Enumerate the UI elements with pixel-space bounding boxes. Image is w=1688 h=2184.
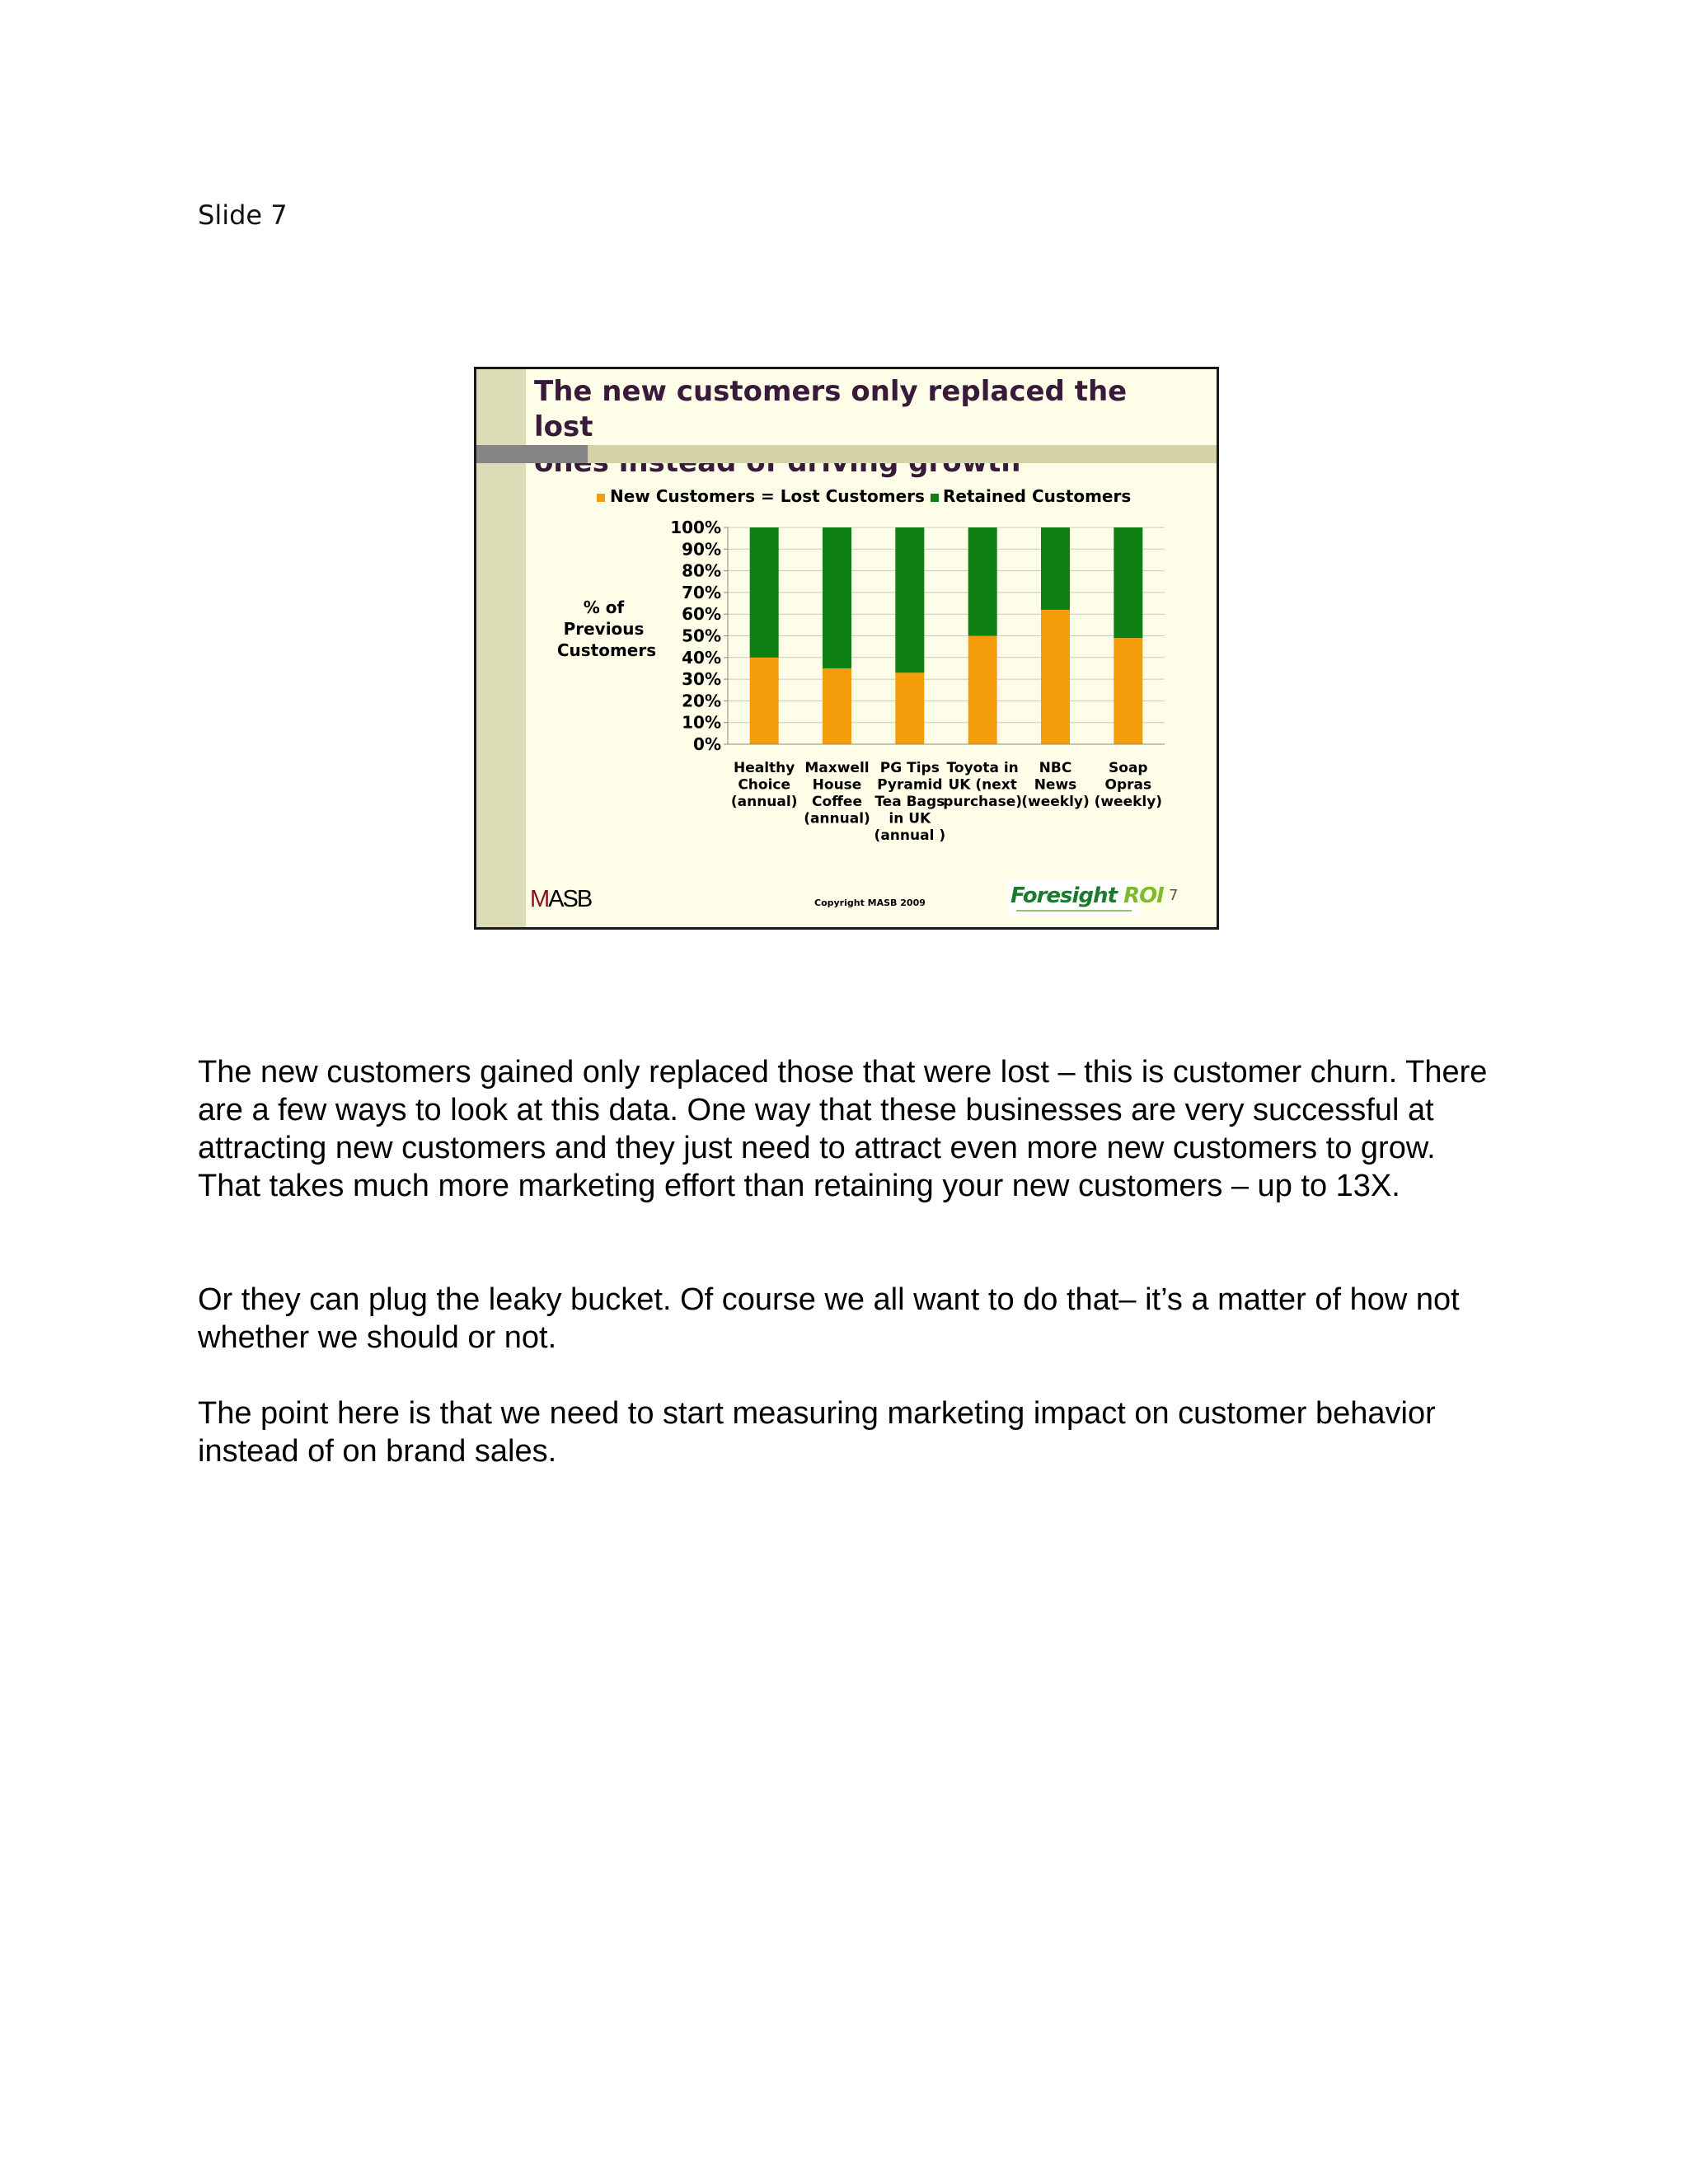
- bar-segment-retained-customers: [823, 527, 851, 668]
- bar-segment-new-customers: [1114, 638, 1142, 744]
- foresight-roi-logo: [1008, 880, 1164, 916]
- notes-paragraph-1: The new customers gained only replaced those that were lost – this is customer churn. There are a few ways to look at this data. One way that these businesses are very successful at attracting new customers and they just need to attract even more new customers to grow. That takes much more marketing effort than retaining your new customers – up to 13X.: [198, 1055, 1488, 1203]
- bar-segment-retained-customers: [895, 527, 924, 673]
- y-tick-label: 80%: [682, 560, 721, 581]
- y-tick-label: 50%: [682, 626, 721, 646]
- y-tick-label: 70%: [682, 582, 721, 602]
- y-tick-label: 40%: [682, 647, 721, 668]
- legend-label-new-customers: New Customers = Lost Customers: [610, 486, 925, 506]
- y-axis-label-line: Previous: [563, 619, 645, 639]
- y-axis-label-line: Customers: [556, 640, 657, 660]
- y-axis-label-line: % of: [583, 598, 625, 617]
- notes-paragraph-2: Or they can plug the leaky bucket. Of course we all want to do that– it’s a matter of how not whether we should or not.: [198, 1282, 1460, 1355]
- y-tick-label: 60%: [682, 604, 721, 625]
- bar-segment-retained-customers: [750, 527, 779, 658]
- stacked-bar-chart: [476, 369, 1217, 927]
- bar-segment-retained-customers: [1114, 527, 1142, 638]
- bar-segment-new-customers: [750, 658, 779, 744]
- x-category-label: Soap Opras (weekly): [1094, 760, 1163, 810]
- slide-title-line-1: The new customers only replaced the lost: [534, 375, 1128, 443]
- x-category-label: Healthy Choice (annual): [730, 760, 798, 810]
- bar-segment-new-customers: [1041, 610, 1070, 744]
- y-tick-label: 100%: [670, 518, 721, 537]
- bar-segment-new-customers: [895, 673, 924, 744]
- bar-segment-new-customers: [823, 668, 851, 744]
- notes-paragraph-3: The point here is that we need to start measuring marketing impact on customer behavior instead of on brand sales.: [198, 1396, 1436, 1469]
- slide-thumbnail: [474, 367, 1219, 930]
- legend-label-retained-customers: Retained Customers: [943, 486, 1132, 506]
- foresight-roi-logo-tagline: [1016, 910, 1132, 912]
- bar-segment-retained-customers: [968, 527, 997, 636]
- x-category-label: PG Tips Pyramid Tea Bags in UK (annual ): [874, 760, 946, 844]
- bar-segment-new-customers: [968, 636, 997, 745]
- chart-grid: [728, 527, 1165, 723]
- slide-page-number: 7: [1169, 887, 1179, 904]
- x-category-label: Maxwell House Coffee (annual): [804, 760, 870, 827]
- masb-logo: MASB: [530, 886, 592, 912]
- y-tick-label: 90%: [682, 539, 721, 560]
- legend-swatch-new-customers: [597, 494, 605, 502]
- legend-swatch-retained-customers: [931, 494, 939, 502]
- y-tick-label: 30%: [682, 669, 721, 690]
- y-tick-label: 0%: [693, 734, 721, 754]
- y-tick-label: 10%: [682, 712, 721, 733]
- y-axis-label: [557, 598, 656, 660]
- x-category-label: NBC News (weekly): [1021, 760, 1090, 810]
- foresight-roi-logo-wordmark: Foresight ROI: [1010, 883, 1164, 908]
- copyright-text: Copyright MASB 2009: [814, 898, 926, 908]
- chart-legend: [597, 486, 1131, 506]
- y-tick-label: 20%: [682, 691, 721, 711]
- x-category-label: Toyota in UK (next purchase): [943, 760, 1023, 810]
- slide-label: Slide 7: [198, 199, 288, 231]
- bar-segment-retained-customers: [1041, 527, 1070, 610]
